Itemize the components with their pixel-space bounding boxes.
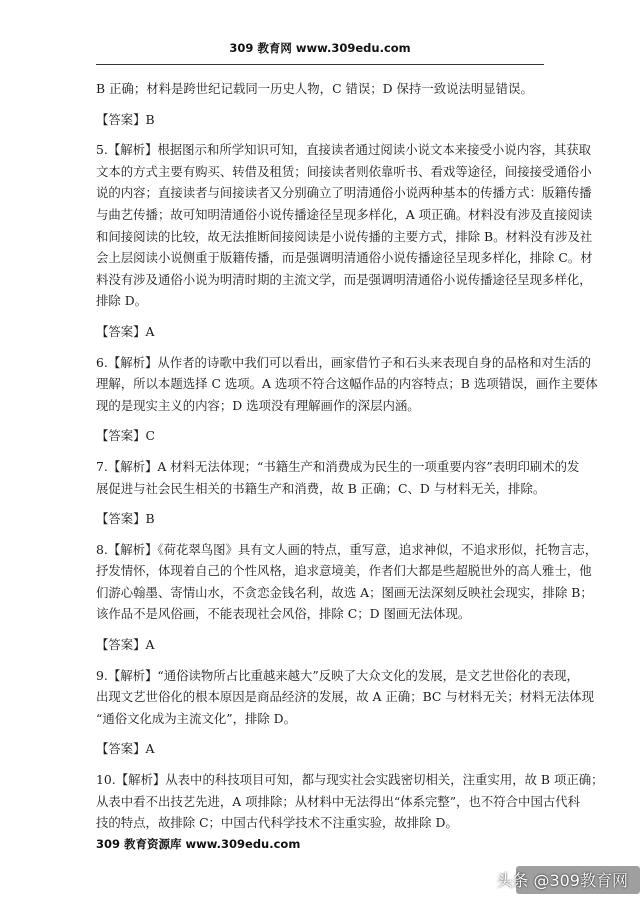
paragraph xyxy=(96,769,604,834)
answer-line: 【答案】B xyxy=(96,111,155,127)
text-line: 10.【解析】从表中的科技项目可知，都与现实社会实践密切相关，注重实用，故 B 项正确； xyxy=(96,772,604,788)
text-line: 出现文艺世俗化的根本原因是商品经济的发展，故 A 正确；BC 与材料无关；材料无法体现 xyxy=(96,689,595,705)
paragraph xyxy=(96,456,580,499)
text-line: 说的内容；直接读者与间接读者又分别确立了明清通俗小说两种基本的传播方式：版籍传播 xyxy=(96,185,592,201)
paragraph xyxy=(96,78,548,100)
answer-line: 【答案】A xyxy=(96,323,155,339)
text-line: 9.【解析】“通俗读物所占比重越来越大”反映了大众文化的发展，是文艺世俗化的表现， xyxy=(96,667,579,683)
paragraph xyxy=(96,539,598,625)
document-body xyxy=(96,78,604,843)
paragraph xyxy=(96,352,598,417)
text-line: 6.【解析】从作者的诗歌中我们可以看出，画家借竹子和石头来表现自身的品格和对生活的 xyxy=(96,354,592,370)
page-footer: 309 教育资源库 www.309edu.com xyxy=(96,837,301,851)
text-line: 从表中看不出技艺先进，A 项排除；从材料中无法得出“体系完整”，也不符合中国古代科 xyxy=(96,793,581,809)
answer-line: 【答案】A xyxy=(96,741,155,757)
text-line: 理解，所以本题选择 C 选项。A 选项不符合这幅作品的内容特点；B 选项错误，画作主要体 xyxy=(96,376,598,392)
text-line: 技的特点，故排除 C；中国古代科学技术不注重实验，故排除 D。 xyxy=(96,815,458,831)
page-header: 309 教育网 www.309edu.com xyxy=(229,41,411,55)
answer-line: 【答案】C xyxy=(96,428,156,444)
text-line: 料没有涉及通俗小说为明清时期的主流文学，而是强调明清通俗小说传播途径呈现多样化， xyxy=(96,271,592,287)
answer-line: 【答案】A xyxy=(96,637,155,653)
text-line: 抒发情怀，体现着自己的个性风格，追求意境美，作者们大都是些超脱世外的高人雅士，他 xyxy=(96,563,592,579)
paragraph xyxy=(96,665,595,730)
text-line: 会上层阅读小说侧重于版籍传播，而是强调明清通俗小说传播途径呈现多样化，排除 C。材 xyxy=(96,250,593,266)
text-line: 该作品不是风俗画，不能表现社会风俗，排除 C；D 图画无法体现。 xyxy=(96,606,471,622)
text-line: 现的是现实主义的内容；D 选项没有理解画作的深层内涵。 xyxy=(96,397,420,413)
text-line: 展促进与社会民生相关的书籍生产和消费，故 B 正确；C、D 与材料无关，排除。 xyxy=(96,480,546,496)
watermark: 头条 @309教育网 xyxy=(496,871,628,890)
header-divider xyxy=(96,64,544,65)
text-line: B 正确；材料是跨世纪记载同一历史人物，C 错误；D 保持一致说法明显错误。 xyxy=(96,81,533,96)
text-line: 5.【解析】根据图示和所学知识可知，直接读者通过阅读小说文本来接受小说内容，其获取 xyxy=(96,142,592,158)
text-line: “通俗文化成为主流文化”，排除 D。 xyxy=(96,710,297,726)
text-line: 与曲艺传播；故可知明清通俗小说传播途径呈现多样化，A 项正确。材料没有涉及直接阅读 xyxy=(96,206,593,222)
paragraph xyxy=(96,139,593,312)
text-line: 排除 D。 xyxy=(96,293,148,309)
answer-line: 【答案】B xyxy=(96,511,155,527)
text-line: 7.【解析】A 材料无法体现；“书籍生产和消费成为民生的一项重要内容”表明印刷术的发 xyxy=(96,458,580,474)
text-line: 8.【解析】《荷花翠鸟图》具有文人画的特点，重写意，追求神似，不追求形似，托物言志， xyxy=(96,541,598,557)
text-line: 们游心翰墨、寄情山水，不贪恋金钱名利，故选 A；图画无法深刻反映社会现实，排除 B； xyxy=(96,584,593,600)
text-line: 文本的方式主要有购买、转借及租赁；间接读者则依靠听书、看戏等途径，间接接受通俗小 xyxy=(96,163,592,179)
text-line: 和间接阅读的比较，故无法推断间接阅读是小说传播的主要方式，排除 B。材料没有涉及社 xyxy=(96,228,593,244)
